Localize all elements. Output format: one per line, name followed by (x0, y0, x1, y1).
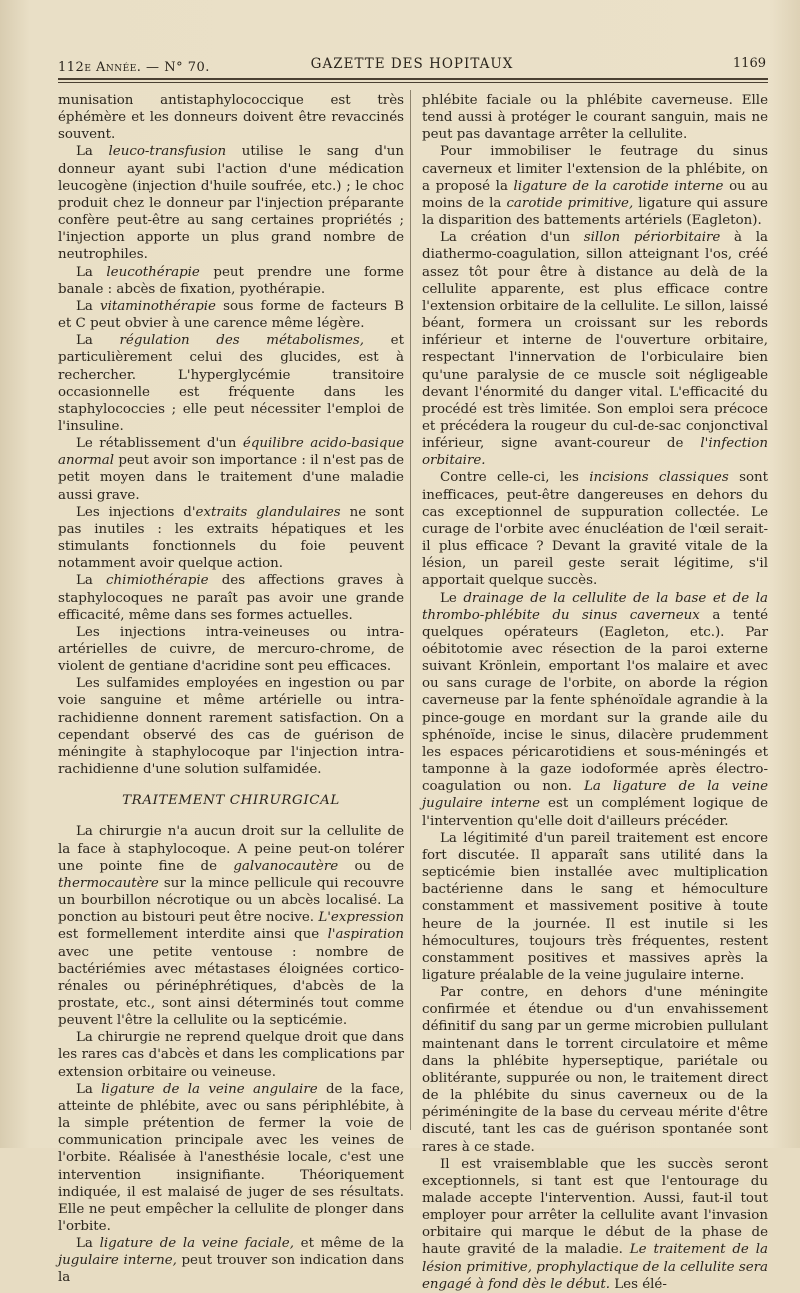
section-heading (58, 792, 404, 809)
italic-term: La ligature de la veine jugulaire interne (422, 779, 768, 812)
text-run: Il est vraisemblable que les succès seront exceptionnels, si tant est que l'entourage du malade accepte l'intervention. Aussi, faut-il tout employer pour arrêter la cellulite avant l'invasion orbitaire qui marque le début de la phase de haute gravité de la maladie. (422, 1156, 768, 1258)
paragraph (422, 469, 768, 589)
text-run: La (76, 1236, 100, 1252)
paragraph (422, 92, 768, 143)
italic-term: sillon périorbitaire (583, 230, 721, 246)
text-run: est un complément logique de l'intervention qu'elle doit d'ailleurs précéder. (422, 796, 768, 829)
italic-term: ligature de la carotide interne (513, 178, 724, 194)
text-run: peut avoir son importance : il n'est pas de petit moyen dans le traitement d'une maladie aussi grave. (58, 453, 404, 503)
paragraph (58, 435, 404, 504)
text-run: Le (440, 590, 464, 606)
text-run: ne sont pas inutiles : les extraits hépatiques et les stimulants fonctionnels du foie peuvent notamment avoir quelque action. (58, 504, 404, 572)
italic-term: leuco-transfusion (108, 144, 227, 160)
journal-title: GAZETTE DES HOPITAUX (310, 56, 514, 72)
italic-term: l'infection orbitaire. (422, 436, 768, 469)
text-run: Le rétablissement d'un (76, 436, 243, 452)
italic-term: incisions classiques (589, 470, 729, 486)
italic-term: carotide primitive, (506, 195, 634, 211)
paragraph (58, 298, 404, 332)
text-run: Les élé- (610, 1276, 667, 1292)
italic-term: régulation des métabolismes, (119, 333, 365, 349)
text-run: phlébite faciale ou la phlébite caverneuse. Elle tend aussi à protéger le courant sanguin, mais ne peut pas davantage arrêter la cellulite. (422, 93, 768, 143)
italic-term: chimiothérapie (106, 573, 209, 589)
text-run: des affections graves à staphylocoques ne paraît pas avoir une grande efficacité, même dans ses formes actuelles. (58, 573, 404, 623)
paragraph (422, 590, 768, 830)
italic-term: ligature de la veine angulaire (101, 1081, 318, 1097)
header-rule-thin (58, 82, 768, 83)
text-run: La (76, 298, 100, 314)
paragraph (422, 984, 768, 1156)
paragraph (422, 830, 768, 984)
text-run: La (76, 264, 107, 280)
paragraph (58, 624, 404, 675)
text-run: ligature qui assure la disparition des battements artériels (Eagleton). (422, 195, 768, 229)
column-divider (410, 90, 411, 1130)
text-run: Contre celle-ci, les (440, 470, 590, 486)
text-run: peut trouver son indication dans la (58, 1253, 404, 1286)
paragraph (58, 675, 404, 778)
italic-term: vitaminothérapie (100, 298, 216, 314)
paragraph (58, 264, 404, 298)
header-rule (58, 78, 768, 80)
text-run: La légitimité d'un pareil traitement est encore fort discutée. Il apparaît sans utilité dans la septicémie bien installée avec multiplication bactérienne dans le sang et hémoculture constamment et massivement positive à toute heure de la journée. Il est inutile si les hémocultures, toujours très fréquentes, restent constamment positives et massives après la ligature préalable de la veine jugulaire interne. (422, 830, 768, 983)
text-run: La chirurgie n'a aucun droit sur la cellulite de la face à staphylocoque. A peine peut-on tolérer une pointe fine de (58, 824, 404, 874)
text-run: de la face, atteinte de phlébite, avec ou sans périphlébite, à la simple prétention de fermer la voie de communication principale avec les veines de l'orbite. Réalisée à l'anesthésie locale, c'est une intervention insignifiante. Théoriquement indiquée, il est malaisé de juger de ses résultats. Elle ne peut empêcher la cellulite de plonger dans l'orbite. (58, 1081, 404, 1234)
issue-label: 112e Année. — N° 70. (58, 60, 210, 75)
paragraph (422, 143, 768, 229)
text-run: sur la mince pellicule qui recouvre un bourbillon nécrotique ou un abcès localisé. La ponction au bistouri peut être nocive. (58, 875, 404, 926)
text-run: La (76, 1081, 102, 1097)
text-run: La (76, 333, 120, 349)
text-run: La chirurgie ne reprend quelque droit que dans les rares cas d'abcès et dans les complications par extension orbitaire ou veineuse. (58, 1030, 404, 1080)
right-column (422, 92, 768, 1293)
paragraph (58, 143, 404, 263)
text-run: et même de la (293, 1236, 405, 1252)
text-run: sont inefficaces, peut-être dangereuses en dehors du cas exceptionnel de suppuration collectée. Le curage de l'orbite avec énucléation de l'œil serait-il plus efficace ? Devant la gravité vitale de la lésion, un pareil geste serait légitime, s'il apportait quelque succès. (422, 470, 769, 589)
text-run: TRAITEMENT CHIRURGICAL (122, 793, 340, 809)
text-run: Les injections intra-veineuses ou intra-artérielles de cuivre, de mercuro-chrome, de violent de gentiane d'acridine sont peu efficaces. (58, 624, 404, 675)
text-run: La création d'un (440, 230, 584, 246)
italic-term: extraits glandulaires (195, 504, 341, 520)
page-number: 1169 (732, 56, 766, 71)
text-run: à la diathermo-coagulation, sillon atteignant l'os, créé assez tôt pour être à distance au delà de la cellulite apparente, est plus efficace contre l'extension orbitaire de la cellulite. Le sillon, laissé béant, formera un croissant sur les rebords inférieur et interne de l'ouverture orbitaire, respectant l'innervation de l'orbiculaire bien qu'une paralysie de ce muscle soit négligeable devant l'énormité du danger vital. L'efficacité du procédé est très limitée. Son emploi sera précoce et précédera la rougeur du cul-de-sac conjonctival inférieur, signe avant-coureur de (422, 230, 769, 452)
italic-term: ligature de la veine faciale, (99, 1236, 294, 1252)
text-run: et particulièrement celui des glucides, est à rechercher. L'hyperglycémie transitoire occasionnelle est fréquente dans les staphylococcies ; elle peut nécessiter l'emploi de l'insuline. (58, 333, 404, 434)
paragraph (422, 229, 768, 469)
text-run: utilise le sang d'un donneur ayant subi l'action d'une médication leucogène (injection d'huile soufrée, etc.) ; le choc produit chez le donneur par l'injection préparante confère peut-être au sang certaines propriétés ; l'injection apporte un plus grand nombre de neutrophiles. (58, 144, 404, 263)
text-run: Les sulfamides employées en ingestion ou par voie sanguine et même artérielle ou intra-rachidienne donnent rarement satisfaction. On a cependant observé des cas de guérison de méningite à staphylocoque par l'injection intra-rachidienne d'une solution sulfamidée. (58, 676, 404, 778)
text-run: peut prendre une forme banale : abcès de fixation, pyothérapie. (58, 264, 404, 297)
paragraph (58, 504, 404, 573)
italic-term: jugulaire interne, (58, 1253, 177, 1269)
text-run: Pour immobiliser le feutrage du sinus caverneux et limiter l'extension de la phlébite, on a proposé la (422, 144, 768, 194)
text-run: Par contre, en dehors d'une méningite confirmée et étendue ou d'un envahissement définitif du sang par un germe microbien pullulant maintenant dans le torrent circulatoire et même dans la phlébite hyperseptique, pariétale ou oblitérante, suppurée ou non, le traitement direct de la phlébite du sinus caverneux ou de la périméningite de la base du cerveau mérite d'être discuté, tant les cas de guérison spontanée sont rares à ce stade. (422, 985, 768, 1155)
text-run: ou de (338, 858, 404, 874)
text-run: munisation antistaphylococcique est très éphémère et les donneurs doivent être revaccinés souvent. (58, 93, 404, 143)
italic-term: L'expression (318, 910, 404, 926)
paragraph (422, 1156, 768, 1293)
text-run: La (76, 144, 109, 160)
text-run: sous forme de facteurs B et C peut obvier à une carence même légère. (58, 298, 404, 332)
italic-term: leucothérapie (106, 264, 200, 280)
paragraph (58, 1081, 404, 1235)
text-run: est formellement interdite ainsi que (58, 927, 328, 943)
italic-term: équilibre acido-basique anormal (58, 436, 404, 469)
left-column (58, 92, 404, 1287)
paragraph (58, 572, 404, 623)
italic-term: thermocautère (58, 875, 159, 891)
paragraph (58, 332, 404, 435)
page-header (58, 56, 766, 78)
text-run: avec une petite ventouse : nombre de bactériémies avec métastases éloignées cortico-rénales ou périnéphrétiques, d'abcès de la prostate, etc., sont ainsi déterminés tout comme peuvent l'être la cellulite ou la septicémie. (58, 944, 404, 1029)
paragraph (58, 92, 404, 143)
text-run: La (76, 573, 107, 589)
text-run: ou au moins de la (422, 178, 768, 211)
paragraph (58, 823, 404, 1029)
italic-term: drainage de la cellulite de la base et de la thrombo-phlébite du sinus caverneux (422, 590, 768, 623)
text-run: Les injections d' (76, 504, 196, 520)
italic-term: l'aspiration (327, 927, 404, 943)
paragraph (58, 1235, 404, 1286)
paragraph (58, 1029, 404, 1080)
italic-term: Le traitement de la lésion primitive, prophylactique de la cellulite sera engagé à fond dès le début. (422, 1242, 769, 1292)
text-run: a tenté quelques opérateurs (Eagleton, etc.). Par oébitotomie avec résection de la paroi externe suivant Krönlein, emportant l'os malaire et avec ou sans curage de l'orbite, on aborde la région caverneuse par la fente sphénoïdale agrandie à la pince-gouge en mordant sur la grande aile du sphénoïde, incise le sinus, dilacère prudemment les espaces péricarotidiens et sous-méningés et tamponne à la gaze iodoformée après électro-coagulation ou non. (422, 607, 769, 795)
italic-term: galvanocautère (233, 858, 339, 874)
